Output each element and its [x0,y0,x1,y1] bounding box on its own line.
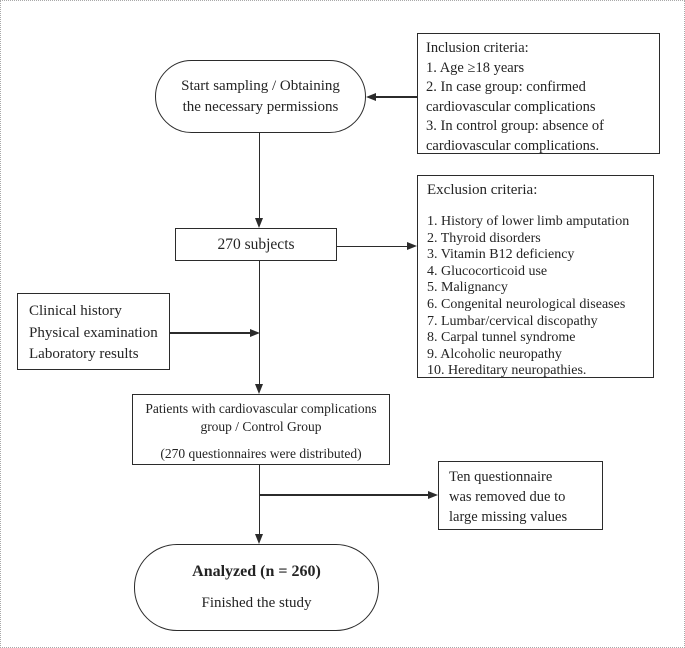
groups-line-1: Patients with cardiovascular complications [145,401,377,416]
start-line-1: Start sampling / Obtaining [181,77,340,94]
exclusion-title: Exclusion criteria: [427,182,538,198]
exclusion-item: 3. Vitamin B12 deficiency [427,247,575,263]
start-line-2: the necessary permissions [182,98,339,115]
assessment-line: Physical examination [29,324,158,341]
exclusion-item: 10. Hereditary neuropathies. [427,363,587,379]
connector-groups-to-analyzed [259,465,261,535]
connector-subjects-to-exclusion [337,246,408,248]
exclusion-item: 1. History of lower limb amputation [427,214,630,229]
arrowhead-right-icon [250,329,260,337]
analyzed-title: Analyzed (n = 260) [192,563,321,580]
subjects-box [175,228,337,261]
arrowhead-right-icon [407,242,417,250]
inclusion-item: 2. In case group: confirmed cardiovascular complications [426,79,596,115]
removed-box [438,461,603,530]
exclusion-item: 9. Alcoholic neuropathy [427,346,562,362]
removed-line-1: Ten questionnaire [449,469,553,485]
exclusion-item: 4. Glucocorticoid use [427,263,548,279]
connector-inclusion-to-start [374,96,417,98]
start-node [155,60,366,133]
analyzed-subtitle: Finished the study [201,595,312,611]
removed-line-3: large missing values [449,509,568,525]
subjects-label: 270 subjects [217,235,295,253]
exclusion-item: 5. Malignancy [427,280,508,296]
exclusion-item: 8. Carpal tunnel syndrome [427,330,576,346]
groups-box [132,394,390,465]
exclusion-criteria-box [417,175,654,378]
inclusion-item: 3. In control group: absence of cardiovascular complications. [426,118,604,154]
assessment-line: Laboratory results [29,346,139,362]
groups-line-2: group / Control Group [200,418,322,434]
arrowhead-down-icon [255,384,263,394]
inclusion-criteria-box [417,33,660,154]
groups-note: (270 questionnaires were distributed) [160,446,362,461]
analyzed-node [134,544,379,631]
arrowhead-left-icon [366,93,376,101]
assessments-box [17,293,170,370]
connector-subjects-to-groups [259,261,261,385]
connector-assessments-to-trunk [170,332,251,334]
exclusion-item: 6. Congenital neurological diseases [427,296,626,312]
arrowhead-right-icon [428,491,438,499]
removed-line-2: was removed due to [449,489,566,505]
exclusion-item: 2. Thyroid disorders [427,230,541,246]
exclusion-item: 7. Lumbar/cervical discopathy [427,313,598,329]
connector-start-to-subjects [259,133,261,219]
inclusion-item: 1. Age ≥18 years [426,59,525,76]
arrowhead-down-icon [255,534,263,544]
inclusion-title: Inclusion criteria: [426,40,529,56]
assessment-line: Clinical history [29,303,122,319]
connector-trunk-to-removed [260,494,429,496]
arrowhead-down-icon [255,218,263,228]
